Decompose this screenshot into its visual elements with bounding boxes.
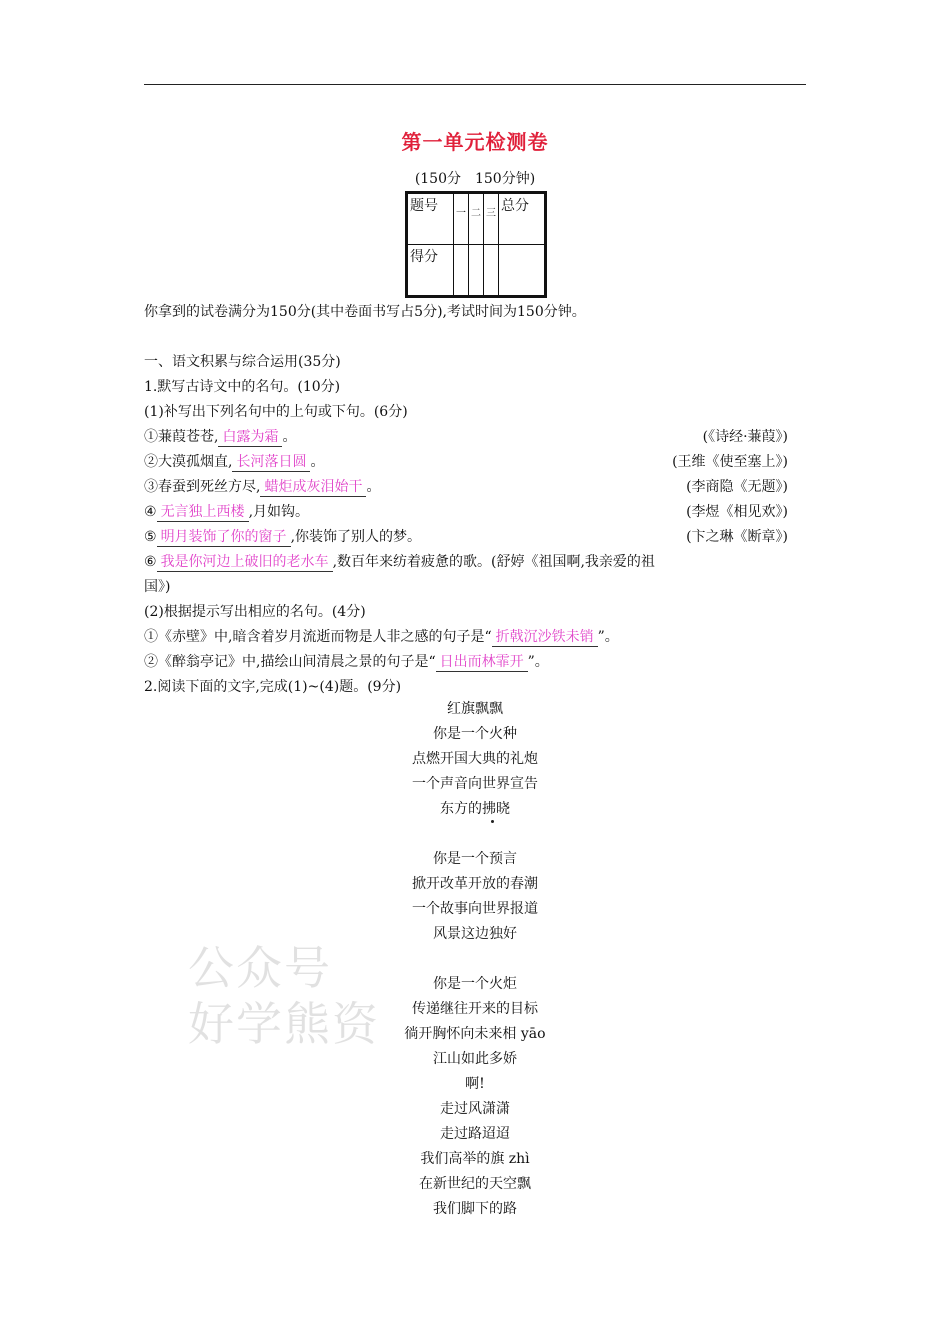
source-citation: (卞之琳《断章》)	[686, 529, 788, 545]
intro-text: 你拿到的试卷满分为150分(其中卷面书写占5分),考试时间为150分钟。	[144, 304, 586, 320]
list-item: ①《赤壁》中,暗含着岁月流逝而物是人非之感的句子是“ 折戟沉沙铁未销 ”。	[144, 629, 619, 645]
poem-line: 你是一个火种	[433, 726, 517, 742]
answer-blank[interactable]: 白露为霜	[218, 428, 282, 447]
answer-blank[interactable]: 日出而林霏开	[436, 653, 528, 672]
poem-line: 走过风潇潇	[440, 1101, 510, 1117]
poem-line: 啊!	[465, 1076, 485, 1092]
poem-line: 在新世纪的天空飘	[419, 1176, 531, 1192]
poem-line: 江山如此多娇	[433, 1051, 517, 1067]
header-rule	[144, 84, 806, 85]
page-title: 第一单元检测卷	[401, 130, 549, 154]
answer-blank[interactable]: 我是你河边上破旧的老水车	[157, 553, 333, 572]
list-item: ④ 无言独上西楼 ,月如钩。 (李煜《相见欢》)	[144, 500, 806, 525]
list-item: ②《醉翁亭记》中,描绘山间清晨之景的句子是“ 日出而林霏开 ”。	[144, 654, 549, 670]
poem-stanza-break	[0, 947, 950, 972]
poem-line: 我们脚下的路	[433, 1201, 517, 1217]
answer-blank[interactable]: 明月装饰了你的窗子	[157, 528, 291, 547]
poem-line: 一个故事向世界报道	[412, 901, 538, 917]
answer-blank[interactable]: 蜡炬成灰泪始干	[260, 478, 366, 497]
question-1-part-1: (1)补写出下列名句中的上句或下句。(6分)	[144, 404, 408, 420]
poem-line: 一个声音向世界宣告	[412, 776, 538, 792]
question-2: 2.阅读下面的文字,完成(1)~(4)题。(9分)	[144, 679, 402, 695]
poem-line: 走过路迢迢	[440, 1126, 510, 1142]
total-score-cell[interactable]	[499, 245, 546, 297]
question-number: 二	[471, 208, 481, 219]
score-table-header: 题号	[407, 193, 454, 245]
score-cell[interactable]	[484, 245, 499, 297]
question-number: 三	[486, 208, 496, 219]
poem-line: 掀开改革开放的春潮	[412, 876, 538, 892]
poem-stanza-break	[0, 822, 950, 847]
poem-line: 我们高举的旗 zhì	[420, 1151, 530, 1167]
source-citation: (李煜《相见欢》)	[686, 504, 788, 520]
list-item-continued: 国》)	[144, 579, 171, 595]
question-1-part-2: (2)根据提示写出相应的名句。(4分)	[144, 604, 366, 620]
exam-body	[144, 300, 806, 700]
score-cell[interactable]	[469, 245, 484, 297]
source-citation: (王维《使至塞上》)	[672, 454, 788, 470]
question-1: 1.默写古诗文中的名句。(10分)	[144, 379, 341, 395]
poem-line: 传递继往开来的目标	[412, 1001, 538, 1017]
list-item: ①蒹葭苍苍, 白露为霜 。 (《诗经·蒹葭》)	[144, 425, 806, 450]
list-item: ③春蚕到死丝方尽, 蜡炬成灰泪始干 。 (李商隐《无题》)	[144, 475, 806, 500]
source-citation: (《诗经·蒹葭》)	[702, 429, 788, 445]
total-header: 总分	[499, 193, 546, 245]
list-item: ⑤ 明月装饰了你的窗子 ,你装饰了别人的梦。 (卞之琳《断章》)	[144, 525, 806, 550]
poem-line: 你是一个预言	[433, 851, 517, 867]
source-citation: (李商隐《无题》)	[686, 479, 788, 495]
poem-line: 点燃开国大典的礼炮	[412, 751, 538, 767]
poem-line: 徜开胸怀向未来相 yāo	[404, 1026, 546, 1042]
section-heading: 一、语文积累与综合运用(35分)	[144, 354, 341, 370]
exam-info: (150分 150分钟)	[414, 171, 536, 187]
poem	[0, 697, 950, 1222]
score-row-header: 得分	[407, 245, 454, 297]
question-number: 一	[456, 208, 466, 219]
poem-line: 东方的拂晓	[440, 801, 510, 817]
answer-blank[interactable]: 无言独上西楼	[157, 503, 249, 522]
poem-line: 风景这边独好	[433, 926, 517, 942]
score-cell[interactable]	[454, 245, 469, 297]
list-item: ⑥ 我是你河边上破旧的老水车 ,数百年来纺着疲惫的歌。(舒婷《祖国啊,我亲爱的祖	[144, 554, 655, 570]
answer-blank[interactable]: 折戟沉沙铁未销	[492, 628, 598, 647]
poem-line: 你是一个火炬	[433, 976, 517, 992]
answer-blank[interactable]: 长河落日圆	[232, 453, 310, 472]
list-item: ②大漠孤烟直, 长河落日圆 。 (王维《使至塞上》)	[144, 450, 806, 475]
poem-title: 红旗飘飘	[447, 701, 503, 717]
watermark: 公众号 好学熊资	[188, 941, 380, 1051]
emphasis-dot	[491, 820, 494, 823]
score-table	[405, 191, 547, 298]
